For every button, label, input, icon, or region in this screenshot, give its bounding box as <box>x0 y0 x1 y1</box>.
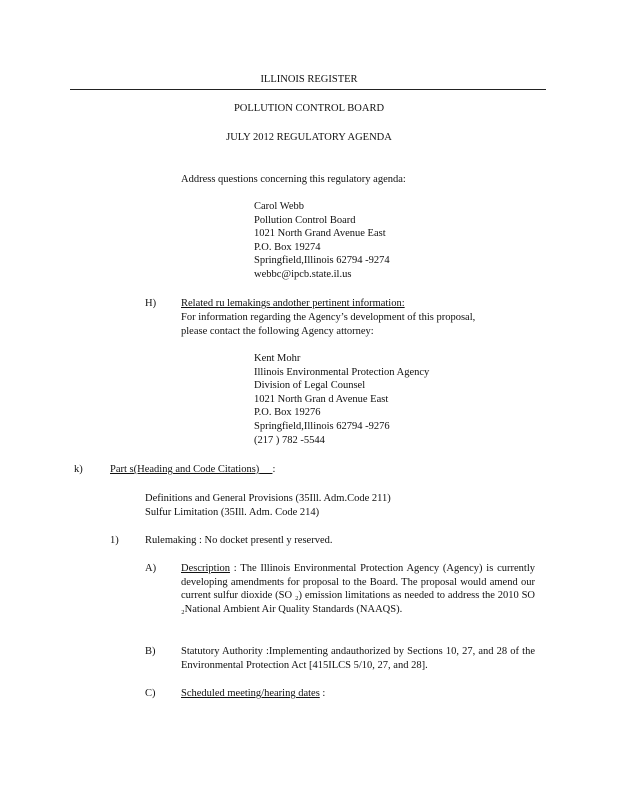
rulemaking-line <box>145 534 333 548</box>
sub-c-line <box>181 687 325 701</box>
contact-line: P.O. Box 19276 <box>254 407 321 419</box>
sub-c-marker: C) <box>145 688 156 699</box>
sub-b-text: Statutory Authority :Implementing andauthorized by Sections 10, 27, and 28 of the Environmental Protection Act [415ILCS 5/10, 27, and 28]. <box>181 646 535 671</box>
part-citation: Definitions and General Provisions (35Ill. Adm.Code 211) <box>145 493 391 504</box>
header-rule <box>70 89 546 90</box>
section-k-heading-wrap <box>110 463 275 477</box>
rulemaking-label: Rulemaking <box>145 535 197 546</box>
item-h-marker: H) <box>145 298 157 309</box>
address-line: Carol Webb <box>254 201 304 212</box>
rulemaking-text: : No docket presentl y reserved. <box>196 535 333 546</box>
address-intro: Address questions concerning this regulatory agenda: <box>181 174 406 185</box>
sub-a-text: : The Illinois Environmental Protection Agency (Agency) is currently developing amendments for proposal to the Board. The proposal would amend our current sulfur dioxide (SO ₂) emission limitations as needed to address the 2010 SO ₂National Ambient Air Quality Standards (NAAQS). <box>181 563 535 615</box>
address-line: 1021 North Grand Avenue East <box>254 228 386 240</box>
address-line: Springfield,Illinois 62794 -9274 <box>254 255 390 267</box>
address-lines <box>254 200 390 282</box>
sub-c-colon: : <box>319 688 326 699</box>
sub-a-marker: A) <box>145 563 157 574</box>
agenda-title: JULY 2012 REGULATORY AGENDA <box>226 132 392 143</box>
contact-line: Kent Mohr <box>254 353 301 364</box>
sub-c-heading: Scheduled meeting/hearing dates <box>181 688 320 699</box>
item-h-heading: Related ru lemakings andother pertinent information: <box>181 298 405 309</box>
part-citation: Sulfur Limitation (35Ill. Adm. Code 214) <box>145 507 320 518</box>
section-k-heading-colon: : <box>272 464 276 475</box>
sub-b-marker: B) <box>145 646 156 657</box>
contact-line: 1021 North Gran d Avenue East <box>254 393 389 405</box>
address-email: webbc@ipcb.state.il.us <box>254 268 352 280</box>
item-h-text-2: please contact the following Agency attorney: <box>181 326 374 337</box>
sub-a-heading: Description <box>181 563 230 574</box>
attorney-contact <box>254 352 429 447</box>
section-k-marker: k) <box>74 464 83 475</box>
item-h-text-1: For information regarding the Agency’s development of this proposal, <box>181 312 476 323</box>
contact-line: Division of Legal Counsel <box>254 380 366 392</box>
address-line: Pollution Control Board <box>254 214 356 226</box>
sub-a-paragraph <box>181 562 535 616</box>
section-k-heading: Part s(Heading and Code Citations) <box>110 464 260 475</box>
register-title: ILLINOIS REGISTER <box>260 74 358 85</box>
contact-phone: (217 ) 782 -5544 <box>254 434 325 446</box>
address-line: P.O. Box 19274 <box>254 241 321 253</box>
contact-line: Illinois Environmental Protection Agency <box>254 366 430 378</box>
contact-line: Springfield,Illinois 62794 -9276 <box>254 420 390 432</box>
board-title: POLLUTION CONTROL BOARD <box>233 103 385 114</box>
rulemaking-marker: 1) <box>110 535 119 546</box>
